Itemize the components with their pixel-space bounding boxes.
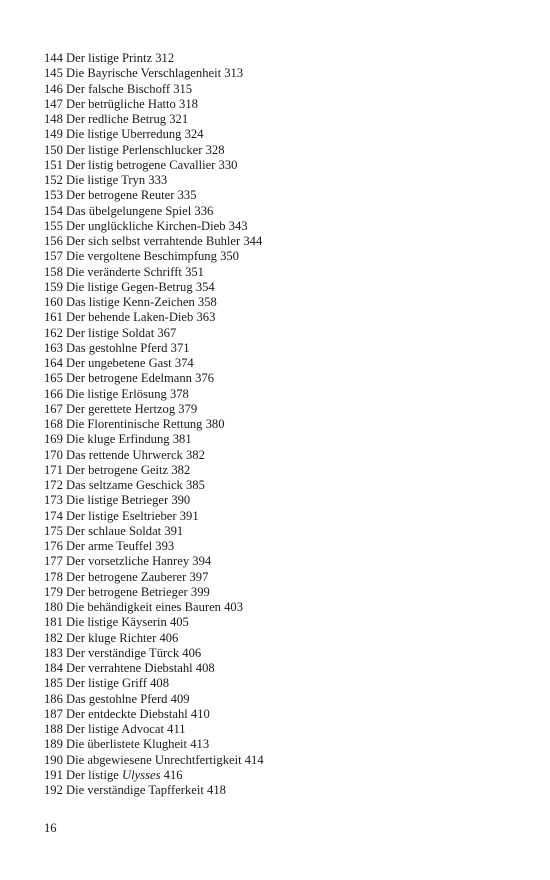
entry-title-text: Das rettende Uhrwerck [66, 447, 183, 462]
entry-number: 162 [44, 325, 63, 340]
entry-number: 165 [44, 371, 63, 386]
toc-entry [44, 509, 514, 524]
toc-entry [44, 82, 514, 97]
entry-page: 406 [159, 630, 179, 645]
entry-title [66, 585, 188, 599]
entry-number: 158 [44, 264, 63, 279]
page-number: 16 [44, 821, 57, 835]
toc-entry [44, 265, 514, 280]
entry-title [66, 615, 167, 629]
entry-number: 147 [44, 96, 63, 111]
toc-entry [44, 722, 514, 737]
entry-number: 177 [44, 554, 63, 569]
entry-title [66, 463, 168, 477]
entry-number: 166 [44, 386, 63, 401]
entry-title-text: Der falsche Bischoff [66, 81, 171, 96]
entry-title-text: Der entdeckte Diebstahl [66, 706, 188, 721]
entry-page: 391 [164, 523, 184, 538]
toc-entry [44, 295, 514, 310]
entry-title [66, 280, 193, 294]
entry-number: 186 [44, 691, 63, 706]
entry-number: 152 [44, 173, 63, 187]
entry-title [66, 265, 182, 279]
entry-page: 321 [169, 112, 189, 126]
entry-title [66, 524, 161, 538]
entry-page: 312 [155, 51, 175, 65]
toc-entry [44, 341, 514, 356]
entry-title-text: Die Florentinische Rettung [66, 417, 203, 431]
entry-title-text: Die abgewiesene Unrechtfertigkeit [66, 752, 242, 767]
toc-entry [44, 402, 514, 417]
entry-number: 144 [44, 51, 63, 65]
entry-number: 183 [44, 645, 63, 660]
entry-title [66, 768, 160, 782]
entry-title [66, 371, 192, 385]
entry-title [66, 234, 240, 248]
toc-entry [44, 539, 514, 554]
entry-page: 379 [178, 401, 198, 416]
entry-title [66, 448, 183, 462]
entry-title [66, 310, 193, 324]
entry-title-text: Der vorsetzliche Hanrey [66, 554, 190, 569]
entry-page: 413 [190, 737, 210, 752]
toc-entry [44, 310, 514, 325]
entry-title-text: Der listige Griff [66, 676, 147, 691]
entry-number: 184 [44, 661, 63, 675]
entry-title-text: Der listige Advocat [66, 722, 164, 736]
entry-page: 378 [169, 386, 189, 401]
toc-entry [44, 234, 514, 249]
entry-page: 350 [220, 249, 239, 264]
entry-number: 146 [44, 81, 63, 96]
entry-title [66, 326, 154, 340]
entry-page: 315 [173, 81, 193, 96]
entry-page: 382 [171, 462, 191, 477]
entry-title-text: Der verständige Türck [66, 645, 180, 660]
entry-page: 406 [182, 645, 202, 660]
entry-title [66, 600, 221, 614]
entry-page: 409 [170, 691, 190, 706]
entry-title [66, 219, 225, 233]
toc-entry [44, 707, 514, 722]
entry-number: 180 [44, 600, 63, 614]
entry-number: 153 [44, 188, 63, 203]
entry-number: 167 [44, 401, 63, 416]
entry-number: 155 [44, 218, 63, 233]
entry-title-text: Der gerettete Hertzog [66, 401, 176, 416]
entry-title-text: Der betrogene Reuter [66, 188, 175, 203]
entry-title-text: Das gestohlne Pferd [66, 340, 168, 355]
entry-number: 174 [44, 508, 63, 523]
toc-entry [44, 570, 514, 585]
entry-title-text: Der unglückliche Kirchen-Dieb [66, 218, 226, 233]
entry-number: 151 [44, 157, 63, 172]
entry-title-text: Die vergoltene Beschimpfung [66, 249, 217, 264]
entry-number: 190 [44, 752, 63, 767]
entry-title-text: Der listig betrogene Cavallier [66, 157, 216, 172]
entry-number: 149 [44, 127, 63, 142]
entry-number: 178 [44, 569, 63, 584]
entry-page: 381 [172, 432, 192, 447]
entry-number: 159 [44, 279, 63, 294]
entry-page: 363 [196, 310, 216, 325]
entry-page: 324 [184, 127, 204, 142]
entry-number: 156 [44, 234, 63, 248]
entry-title [66, 188, 174, 202]
entry-page: 416 [163, 767, 183, 782]
entry-title-text: Der betrogene Geitz [66, 462, 169, 477]
entry-page: 344 [243, 234, 263, 248]
entry-number: 188 [44, 722, 63, 736]
entry-title-text: Der behende Laken-Dieb [66, 310, 194, 325]
toc-entry [44, 280, 514, 295]
toc-entry [44, 158, 514, 173]
toc-entry [44, 676, 514, 691]
entry-page: 380 [205, 417, 225, 431]
entry-title [66, 66, 221, 80]
entry-page: 394 [192, 554, 212, 569]
entry-title-text: Der listige Eseltrieber [66, 508, 177, 523]
entry-number: 168 [44, 417, 63, 431]
entry-title-text: Das übelgelungene Spiel [66, 203, 192, 218]
entry-title-text: Der schlaue Soldat [66, 523, 162, 538]
entry-title [66, 97, 176, 111]
entry-title-text: Der betrogene Betrieger [66, 584, 188, 599]
toc-entry [44, 249, 514, 264]
entry-page: 354 [195, 279, 215, 294]
entry-number: 172 [44, 478, 63, 492]
entry-number: 185 [44, 676, 63, 691]
entry-title [66, 387, 167, 401]
entry-title-text: Der listige Perlenschlucker [66, 142, 203, 157]
toc-entry [44, 204, 514, 219]
entry-title-text: Der betrogene Edelmann [66, 371, 192, 386]
entry-title-text: Die überlistete Klugheit [66, 737, 188, 752]
entry-page: 330 [218, 157, 238, 172]
entry-title [66, 249, 217, 263]
entry-title [66, 707, 188, 721]
toc-entry [44, 173, 514, 188]
entry-title-text: Der listige [66, 767, 119, 782]
entry-page: 408 [150, 676, 169, 691]
entry-title [66, 295, 195, 309]
toc-entry [44, 554, 514, 569]
entry-page: 393 [155, 539, 175, 553]
entry-title [66, 402, 175, 416]
entry-number: 148 [44, 112, 63, 126]
toc-entry [44, 524, 514, 539]
entry-number: 181 [44, 615, 63, 630]
entry-title [66, 158, 215, 172]
toc-entry [44, 387, 514, 402]
table-of-contents [44, 51, 514, 798]
toc-entry [44, 783, 514, 798]
toc-entry [44, 448, 514, 463]
entry-number: 173 [44, 493, 63, 508]
entry-number: 191 [44, 767, 63, 782]
entry-title-text: Der arme Teuffel [66, 539, 153, 553]
entry-title-text: Das gestohlne Pferd [66, 691, 168, 706]
entry-number: 145 [44, 66, 63, 81]
entry-title [66, 51, 152, 65]
toc-entry [44, 112, 514, 127]
toc-entry [44, 585, 514, 600]
entry-title [66, 356, 172, 370]
entry-title [66, 509, 177, 523]
entry-page: 391 [179, 508, 199, 523]
entry-number: 182 [44, 630, 63, 645]
entry-title-text: Die kluge Erfindung [66, 432, 170, 447]
toc-entry [44, 97, 514, 112]
entry-title [66, 432, 170, 446]
entry-title-text: Die Bayrische Verschlagenheit [66, 66, 222, 81]
toc-entry [44, 66, 514, 81]
entry-page: 333 [148, 173, 168, 187]
entry-title-text: Die listige Uberredung [66, 127, 182, 142]
entry-number: 175 [44, 523, 63, 538]
entry-page: 410 [190, 706, 210, 721]
toc-entry [44, 478, 514, 493]
entry-number: 171 [44, 462, 63, 477]
entry-title [66, 204, 191, 218]
entry-number: 176 [44, 539, 63, 553]
toc-entry [44, 127, 514, 142]
toc-entry [44, 326, 514, 341]
entry-title [66, 631, 156, 645]
entry-title [66, 478, 183, 492]
toc-entry [44, 661, 514, 676]
entry-page: 318 [179, 96, 198, 111]
entry-page: 385 [186, 478, 205, 492]
entry-page: 408 [195, 661, 215, 675]
toc-entry [44, 737, 514, 752]
entry-title [66, 82, 170, 96]
entry-title-text: Das seltzame Geschick [66, 478, 183, 492]
entry-title-text: Die verständige Tapfferkeit [66, 783, 204, 797]
entry-page: 336 [194, 203, 214, 218]
toc-entry [44, 493, 514, 508]
entry-number: 169 [44, 432, 63, 447]
entry-title-text: Das listige Kenn-Zeichen [66, 295, 195, 309]
toc-entry [44, 143, 514, 158]
entry-page: 382 [186, 447, 205, 462]
entry-number: 179 [44, 584, 63, 599]
entry-number: 164 [44, 356, 63, 370]
entry-number: 163 [44, 340, 63, 355]
entry-title [66, 783, 204, 797]
entry-number: 189 [44, 737, 63, 752]
entry-page: 390 [171, 493, 191, 508]
toc-entry [44, 631, 514, 646]
toc-entry [44, 646, 514, 661]
entry-number: 170 [44, 447, 63, 462]
toc-entry [44, 51, 514, 66]
entry-title-text: Die listige Erlösung [66, 386, 167, 401]
toc-entry [44, 188, 514, 203]
entry-page: 313 [224, 66, 244, 81]
entry-page: 371 [170, 340, 190, 355]
entry-number: 154 [44, 203, 63, 218]
toc-entry [44, 753, 514, 768]
toc-entry [44, 432, 514, 447]
toc-entry [44, 600, 514, 615]
entry-title [66, 539, 152, 553]
entry-number: 161 [44, 310, 63, 325]
entry-title-text: Der betrügliche Hatto [66, 96, 176, 111]
entry-title [66, 493, 168, 507]
entry-title [66, 722, 164, 736]
entry-title-text: Der kluge Richter [66, 630, 157, 645]
entry-page: 335 [177, 188, 197, 203]
entry-title-text: Der redliche Betrug [66, 112, 167, 126]
entry-page: 374 [174, 356, 194, 370]
toc-entry [44, 615, 514, 630]
toc-entry [44, 356, 514, 371]
entry-page: 418 [207, 783, 226, 797]
entry-title-text: Die listige Käyserin [66, 615, 167, 630]
entry-title [66, 554, 189, 568]
entry-title [66, 143, 202, 157]
entry-page: 351 [185, 264, 204, 279]
entry-title [66, 676, 147, 690]
entry-title [66, 737, 187, 751]
entry-title-text: Der betrogene Zauberer [66, 569, 187, 584]
entry-number: 157 [44, 249, 63, 264]
entry-title [66, 127, 181, 141]
entry-title-text: Der sich selbst verrahtende Buhler [66, 234, 241, 248]
entry-page: 328 [205, 142, 225, 157]
entry-title [66, 417, 202, 431]
entry-number: 160 [44, 295, 63, 309]
entry-title-text: Der verrahtene Diebstahl [66, 661, 193, 675]
entry-page: 376 [195, 371, 214, 386]
entry-title [66, 753, 242, 767]
entry-title-text: Die veränderte Schrifft [66, 264, 182, 279]
entry-title-text: Der ungebetene Gast [66, 356, 172, 370]
entry-page: 403 [224, 600, 244, 614]
entry-title [66, 692, 167, 706]
toc-entry [44, 371, 514, 386]
entry-title-text: Der listige Soldat [66, 325, 155, 340]
entry-title-text: Die listige Gegen-Betrug [66, 279, 193, 294]
entry-title-text: Die listige Betrieger [66, 493, 169, 508]
entry-page: 411 [167, 722, 186, 736]
toc-entry [44, 692, 514, 707]
toc-entry [44, 768, 514, 783]
entry-title [66, 173, 145, 187]
toc-entry [44, 463, 514, 478]
entry-title-text: Der listige Printz [66, 51, 153, 65]
toc-entry [44, 417, 514, 432]
entry-title-text: Die behändigkeit eines Bauren [66, 600, 221, 614]
entry-page: 367 [157, 325, 177, 340]
entry-number: 187 [44, 706, 63, 721]
entry-page: 399 [190, 584, 210, 599]
entry-title-italic: Ulysses [122, 767, 161, 782]
entry-page: 358 [197, 295, 217, 309]
entry-title [66, 341, 167, 355]
entry-title [66, 570, 186, 584]
entry-title [66, 112, 166, 126]
entry-page: 414 [244, 752, 264, 767]
toc-entry [44, 219, 514, 234]
entry-title-text: Die listige Tryn [66, 173, 146, 187]
entry-page: 405 [169, 615, 189, 630]
entry-title [66, 661, 193, 675]
entry-title [66, 646, 179, 660]
entry-number: 192 [44, 783, 63, 797]
entry-page: 397 [189, 569, 209, 584]
entry-page: 343 [228, 218, 248, 233]
entry-number: 150 [44, 142, 63, 157]
